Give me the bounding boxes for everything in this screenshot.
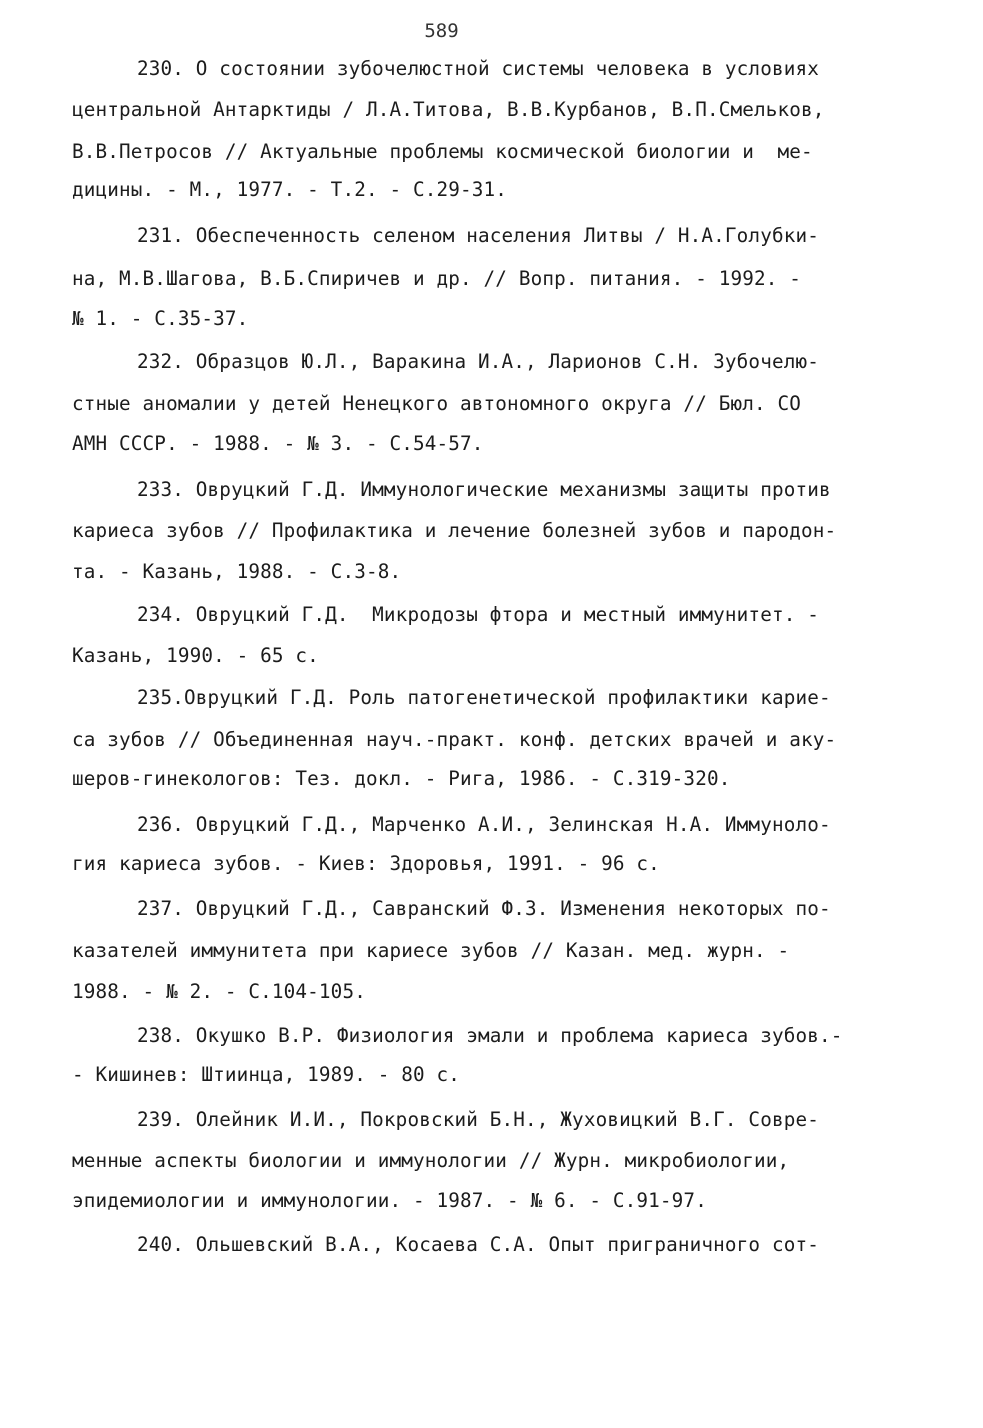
entry-234-line-2: Казань, 1990. - 65 с.: [72, 644, 319, 667]
entry-230-line-2: центральной Антарктиды / Л.А.Титова, В.В.Курбанов, В.П.Смельков,: [72, 98, 825, 121]
entry-237-line-1: 237. Овруцкий Г.Д., Савранский Ф.З. Изменения некоторых по-: [137, 897, 831, 920]
entry-236-line-1: 236. Овруцкий Г.Д., Марченко А.И., Зелинская Н.А. Иммуноло-: [137, 813, 831, 836]
entry-233-line-3: та. - Казань, 1988. - С.3-8.: [72, 560, 402, 583]
entry-231-line-1: 231. Обеспеченность селеном населения Литвы / Н.А.Голубки-: [137, 224, 819, 247]
entry-237-line-2: казателей иммунитета при кариесе зубов // Казан. мед. журн. -: [72, 939, 790, 962]
entry-230-line-4: дицины. - М., 1977. - Т.2. - С.29-31.: [72, 178, 508, 201]
entry-230-line-1: 230. О состоянии зубочелюстной системы человека в условиях: [137, 57, 819, 80]
entry-237-line-3: 1988. - № 2. - С.104-105.: [72, 980, 366, 1003]
entry-232-line-2: стные аномалии у детей Ненецкого автономного округа // Бюл. СО: [72, 392, 802, 415]
entry-240-line-1: 240. Ольшевский В.А., Косаева С.А. Опыт приграничного сот-: [137, 1233, 819, 1256]
entry-235-line-3: шеров-гинекологов: Тез. докл. - Рига, 1986. - С.319-320.: [72, 767, 731, 790]
entry-232-line-1: 232. Образцов Ю.Л., Варакина И.А., Ларионов С.Н. Зубочелю-: [137, 350, 819, 373]
entry-230-line-3: В.В.Петросов // Актуальные проблемы космической биологии и ме-: [72, 140, 813, 163]
entry-238-line-2: - Кишинев: Штиинца, 1989. - 80 с.: [72, 1063, 461, 1086]
entry-239-line-2: менные аспекты биологии и иммунологии // Журн. микробиологии,: [72, 1149, 790, 1172]
entry-235-line-2: са зубов // Объединенная науч.-практ. конф. детских врачей и аку-: [72, 728, 837, 751]
entry-239-line-3: эпидемиологии и иммунологии. - 1987. - № 6. - С.91-97.: [72, 1189, 707, 1212]
entry-231-line-3: № 1. - С.35-37.: [72, 307, 249, 330]
entry-233-line-1: 233. Овруцкий Г.Д. Иммунологические механизмы защиты против: [137, 478, 831, 501]
entry-238-line-1: 238. Окушко В.Р. Физиология эмали и проблема кариеса зубов.-: [137, 1024, 843, 1047]
entry-234-line-1: 234. Овруцкий Г.Д. Микродозы фтора и местный иммунитет. -: [137, 603, 819, 626]
entry-233-line-2: кариеса зубов // Профилактика и лечение болезней зубов и пародон-: [72, 519, 837, 542]
page-number: 589: [424, 20, 459, 42]
entry-239-line-1: 239. Олейник И.И., Покровский Б.Н., Жуховицкий В.Г. Совре-: [137, 1108, 819, 1131]
entry-235-line-1: 235.Овруцкий Г.Д. Роль патогенетической профилактики карие-: [137, 686, 831, 709]
entry-231-line-2: на, М.В.Шагова, В.Б.Спиричев и др. // Вопр. питания. - 1992. -: [72, 267, 802, 290]
entry-236-line-2: гия кариеса зубов. - Киев: Здоровья, 1991. - 96 с.: [72, 852, 660, 875]
entry-232-line-3: АМН СССР. - 1988. - № 3. - С.54-57.: [72, 432, 484, 455]
